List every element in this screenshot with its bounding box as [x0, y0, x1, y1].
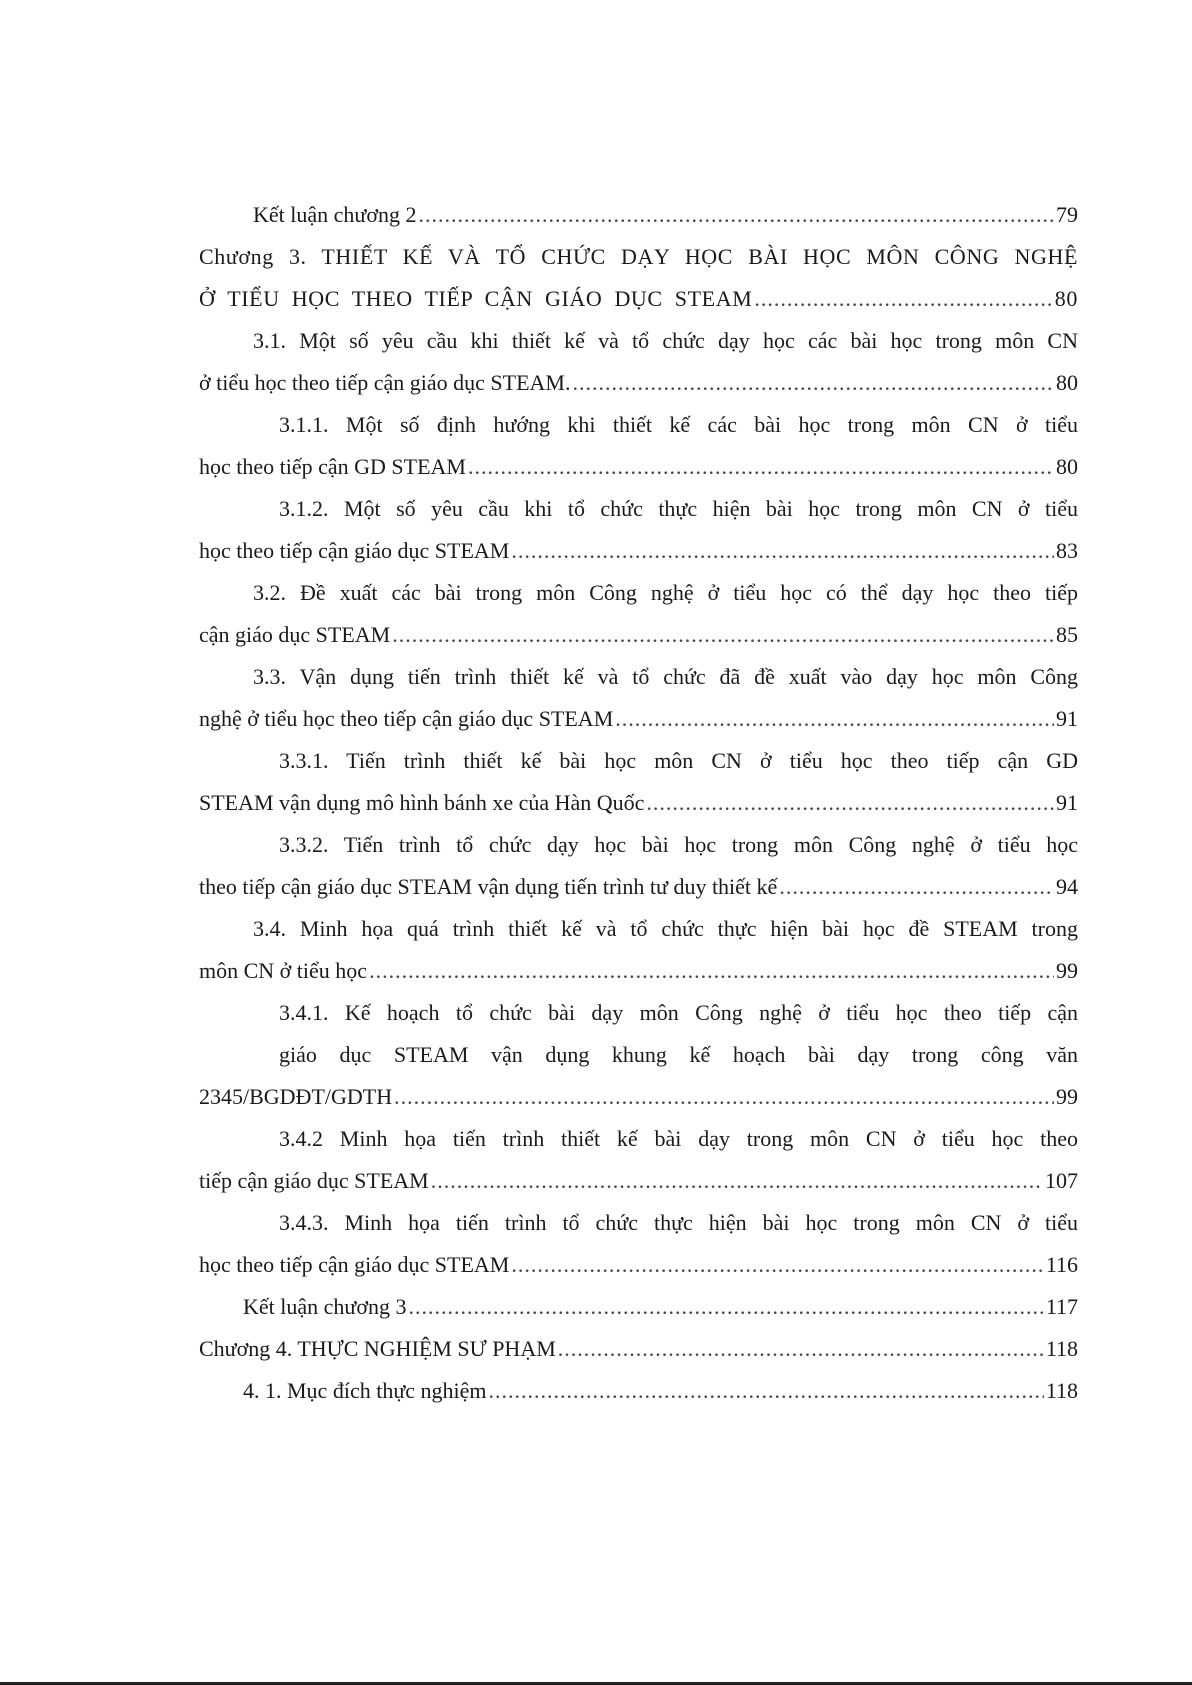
toc-entry-title-cont: nghệ ở tiểu học theo tiếp cận giáo dục STEAM	[199, 706, 614, 731]
dot-leader	[489, 1370, 1044, 1412]
toc-entry[interactable]	[199, 1370, 1078, 1412]
dot-leader	[418, 194, 1054, 236]
dot-leader	[646, 782, 1054, 824]
dot-leader	[408, 1286, 1043, 1328]
dot-leader	[779, 866, 1054, 908]
toc-entry-title: 3.3.2. Tiến trình tổ chức dạy học bài học trong môn Công nghệ ở tiểu học	[279, 832, 1078, 857]
toc-entry[interactable]	[199, 1328, 1078, 1370]
toc-entry-title: 3.1.1. Một số định hướng khi thiết kế các bài học trong môn CN ở tiểu	[279, 412, 1078, 437]
dot-leader	[394, 1076, 1054, 1118]
dot-leader	[369, 950, 1054, 992]
toc-page-number: 80	[1054, 286, 1078, 311]
toc-page-number: 116	[1045, 1252, 1078, 1277]
toc-entry-title-cont: học theo tiếp cận giáo dục STEAM	[199, 538, 510, 563]
toc-page-number: 99	[1056, 958, 1078, 983]
toc-entry-title: 4. 1. Mục đích thực nghiệm	[243, 1378, 487, 1403]
toc-entry[interactable]	[199, 1118, 1078, 1202]
toc-entry-title: Kết luận chương 3	[243, 1294, 407, 1319]
toc-page-number: 117	[1045, 1294, 1078, 1319]
toc-entry[interactable]	[199, 824, 1078, 908]
toc-entry-title-cont: học theo tiếp cận GD STEAM	[199, 454, 466, 479]
toc-entry[interactable]	[199, 488, 1078, 572]
toc-entry[interactable]	[199, 1286, 1078, 1328]
dot-leader	[511, 1244, 1043, 1286]
toc-entry[interactable]	[199, 572, 1078, 656]
toc-page-number: 80	[1056, 370, 1078, 395]
dot-leader	[573, 362, 1055, 404]
toc-entry-title: 3.4. Minh họa quá trình thiết kế và tổ chức thực hiện bài học đề STEAM trong	[253, 916, 1078, 941]
dot-leader	[754, 278, 1052, 320]
toc-page-number: 118	[1045, 1378, 1078, 1403]
toc-entry-title-cont: Ở TIỂU HỌC THEO TIẾP CẬN GIÁO DỤC STEAM	[199, 286, 753, 311]
toc-page-number: 99	[1056, 1084, 1078, 1109]
toc-entry[interactable]	[199, 236, 1078, 320]
toc-entry[interactable]	[199, 320, 1078, 404]
toc-entry-title: Chương 3. THIẾT KẾ VÀ TỔ CHỨC DẠY HỌC BÀI HỌC MÔN CÔNG NGHỆ	[199, 244, 1078, 269]
toc-entry[interactable]	[199, 194, 1078, 236]
toc-entry[interactable]	[199, 656, 1078, 740]
toc-page-number: 79	[1056, 202, 1078, 227]
toc-page-number: 91	[1056, 790, 1078, 815]
toc-entry-title-cont: ở tiểu học theo tiếp cận giáo dục STEAM.	[199, 370, 571, 395]
toc-entry-title: 3.1. Một số yêu cầu khi thiết kế và tổ chức dạy học các bài học trong môn CN	[253, 328, 1078, 353]
toc-entry[interactable]	[199, 404, 1078, 488]
toc-entry[interactable]	[199, 992, 1078, 1118]
toc-page-number: 94	[1056, 874, 1078, 899]
toc-entry-title: 3.1.2. Một số yêu cầu khi tổ chức thực hiện bài học trong môn CN ở tiểu	[279, 496, 1078, 521]
toc-page-number: 107	[1045, 1168, 1078, 1193]
toc-entry-title-cont: giáo dục STEAM vận dụng khung kế hoạch bài dạy trong công văn	[279, 1042, 1078, 1067]
toc-entry-title-cont: theo tiếp cận giáo dục STEAM vận dụng tiến trình tư duy thiết kế	[199, 874, 778, 899]
toc-entry[interactable]	[199, 1202, 1078, 1286]
toc-entry-title: 3.4.3. Minh họa tiến trình tổ chức thực hiện bài học trong môn CN ở tiểu	[279, 1210, 1078, 1235]
toc-entry[interactable]	[199, 740, 1078, 824]
toc-page-number: 118	[1045, 1336, 1078, 1361]
toc-page-number: 85	[1056, 622, 1078, 647]
toc-entry-title-cont: 2345/BGDĐT/GDTH	[199, 1084, 393, 1109]
dot-leader	[511, 530, 1054, 572]
toc-entry-title: 3.3.1. Tiến trình thiết kế bài học môn CN ở tiểu học theo tiếp cận GD	[279, 748, 1078, 773]
toc-page-number: 83	[1056, 538, 1078, 563]
toc-entry-title-cont: STEAM vận dụng mô hình bánh xe của Hàn Quốc	[199, 790, 645, 815]
toc-page-number: 91	[1056, 706, 1078, 731]
toc-entry-title-cont: môn CN ở tiểu học	[199, 958, 368, 983]
toc-entry-title: Chương 4. THỰC NGHIỆM SƯ PHẠM	[199, 1336, 556, 1361]
dot-leader	[558, 1328, 1044, 1370]
dot-leader	[615, 698, 1054, 740]
toc-entry-title: 3.4.1. Kế hoạch tổ chức bài dạy môn Công nghệ ở tiểu học theo tiếp cận	[279, 1000, 1078, 1025]
toc-entry-title: 3.2. Đề xuất các bài trong môn Công nghệ ở tiểu học có thể dạy học theo tiếp	[253, 580, 1078, 605]
dot-leader	[468, 446, 1054, 488]
toc-entry-title: 3.3. Vận dụng tiến trình thiết kế và tổ chức đã đề xuất vào dạy học môn Công	[253, 664, 1078, 689]
dot-leader	[431, 1160, 1043, 1202]
toc-entry-title: 3.4.2 Minh họa tiến trình thiết kế bài dạy trong môn CN ở tiểu học theo	[279, 1126, 1078, 1151]
table-of-contents	[199, 194, 1078, 1412]
toc-entry-title-cont: cận giáo dục STEAM	[199, 622, 391, 647]
toc-page-number: 80	[1056, 454, 1078, 479]
toc-entry-title-cont: học theo tiếp cận giáo dục STEAM	[199, 1252, 510, 1277]
toc-entry-title: Kết luận chương 2	[253, 202, 417, 227]
toc-entry[interactable]	[199, 908, 1078, 992]
toc-entry-title-cont: tiếp cận giáo dục STEAM	[199, 1168, 429, 1193]
dot-leader	[392, 614, 1054, 656]
